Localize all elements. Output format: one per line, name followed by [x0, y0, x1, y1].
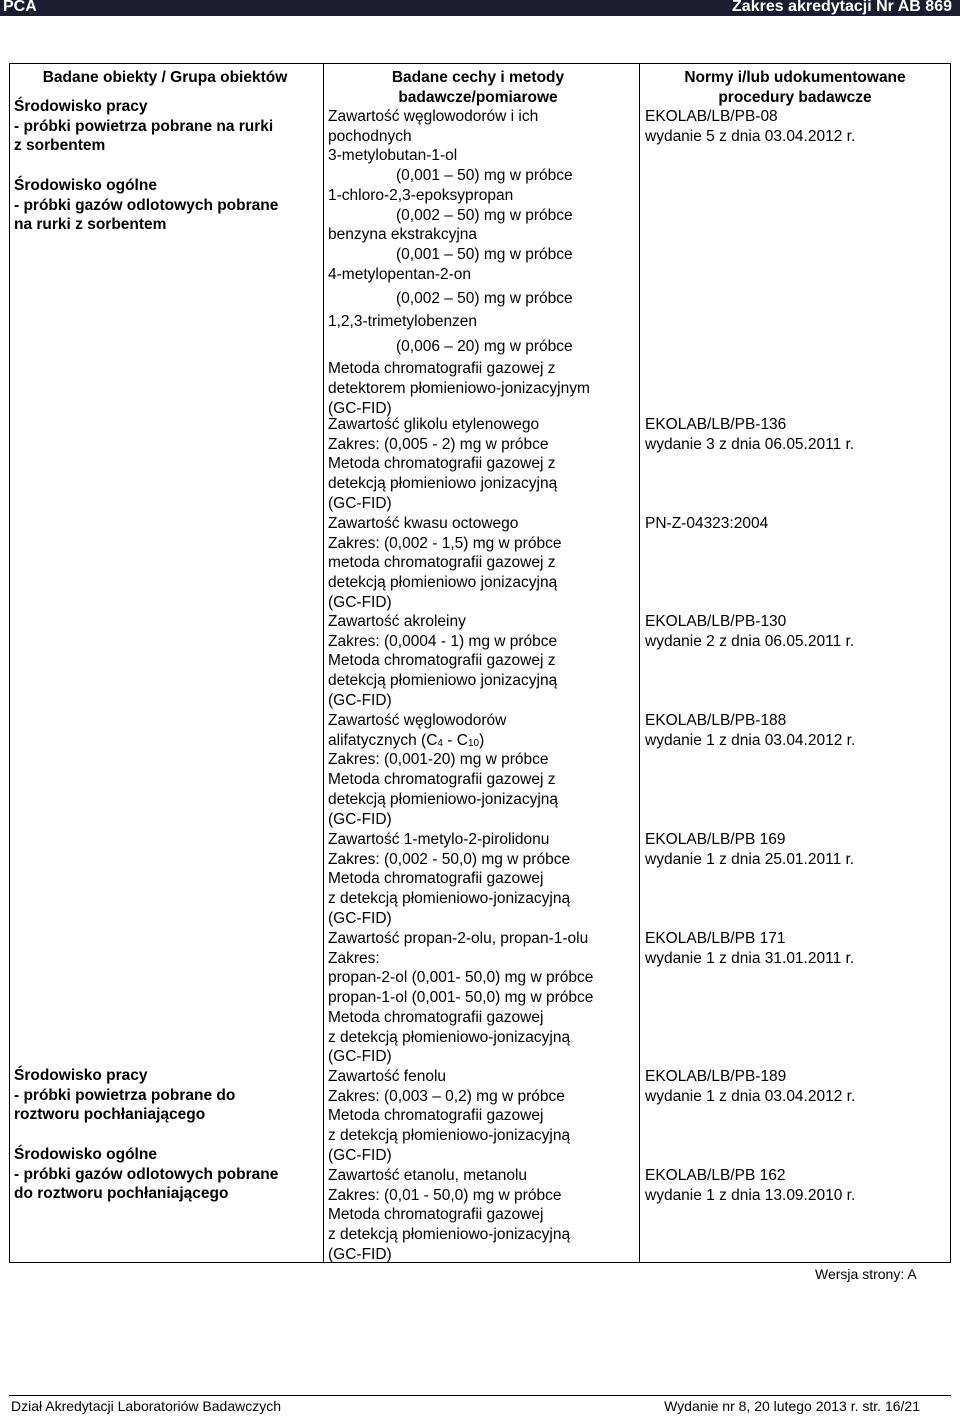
table-border-left: [9, 63, 10, 1263]
objects-group-2: Środowisko pracy - próbki powietrza pobrane do roztworu pochłaniającego Środowisko ogólne - próbki gazów odlotowych pobrane do roztworu pochłaniającego: [14, 1067, 279, 1203]
method-acetic-acid: Zawartość kwasu octowego Zakres: (0,002 - 1,5) mg w próbce metoda chromatografii gazowej z detekcją płomieniowo jonizacyjną (GC-FID): [328, 515, 562, 611]
method-phenol: Zawartość fenolu Zakres: (0,003 – 0,2) mg w próbce Metoda chromatografii gazowej z detekcją płomieniowo-jonizacyjną (GC-FID): [328, 1068, 571, 1164]
header-right: Zakres akredytacji Nr AB 869: [732, 0, 952, 15]
table-border-top: [9, 63, 951, 64]
method-propanols: Zawartość propan-2-olu, propan-1-olu Zakres: propan-2-ol (0,001- 50,0) mg w próbce propan-1-ol (0,001- 50,0) mg w próbce Metoda chromatografii gazowej z detekcją płomieniowo-jonizacyjną (GC-FID): [328, 930, 594, 1066]
method-nmp: Zawartość 1-metylo-2-pirolidonu Zakres: (0,002 - 50,0) mg w próbce Metoda chromatografii gazowej z detekcją płomieniowo-jonizacyjną (GC-FID): [328, 831, 571, 927]
norm-9: EKOLAB/LB/PB 162 wydanie 1 z dnia 13.09.2010 r.: [645, 1167, 856, 1204]
norm-1: EKOLAB/LB/PB-08 wydanie 5 z dnia 03.04.2012 r.: [645, 108, 856, 145]
table-divider-1: [323, 63, 324, 1263]
norm-4: EKOLAB/LB/PB-130 wydanie 2 z dnia 06.05.2011 r.: [645, 613, 855, 650]
norm-8: EKOLAB/LB/PB-189 wydanie 1 z dnia 03.04.2012 r.: [645, 1068, 856, 1105]
norm-7: EKOLAB/LB/PB 171 wydanie 1 z dnia 31.01.2011 r.: [645, 930, 855, 967]
norm-5: EKOLAB/LB/PB-188 wydanie 1 z dnia 03.04.2012 r.: [645, 712, 856, 749]
objects-header: Badane obiekty / Grupa obiektów: [42, 69, 288, 86]
footer-left: Dział Akredytacji Laboratoriów Badawczych: [11, 1398, 282, 1414]
norm-6: EKOLAB/LB/PB 169 wydanie 1 z dnia 25.01.2011 r.: [645, 831, 855, 868]
method-hydrocarbons: Zawartość węglowodorów i ich pochodnych 3-metylobutan-1-ol (0,001 – 50) mg w próbce 1-chloro-2,3-epoksypropan (0,002 – 50) mg w próbce benzyna ekstrakcyjna (0,001 – 50) mg w próbce 4-metylopentan-2-on (0,002 – 50) mg w próbce 1,2,3-trimetylobenzen (0,006 – 20) mg w próbce Metoda chromatografii gazowej z detektorem płomieniowo-jonizacyjnym (GC-FID): [328, 108, 590, 417]
table-divider-2: [639, 63, 640, 1263]
table-border-right: [950, 63, 951, 1263]
method-ethylene-glycol: Zawartość glikolu etylenowego Zakres: (0,005 - 2) mg w próbce Metoda chromatografii gazowej z detekcją płomieniowo jonizacyjną (GC-FID): [328, 416, 558, 512]
accreditation-table: [9, 63, 951, 1263]
method-ethanol-methanol: Zawartość etanolu, metanolu Zakres: (0,01 - 50,0) mg w próbce Metoda chromatografii gazowej z detekcją płomieniowo-jonizacyjną (GC-FID): [328, 1167, 571, 1263]
method-acrolein: Zawartość akroleiny Zakres: (0,0004 - 1) mg w próbce Metoda chromatografii gazowej z detekcją płomieniowo jonizacyjną (GC-FID): [328, 613, 558, 709]
methods-header: Badane cechy i metody badawcze/pomiarowe: [391, 69, 565, 106]
page-version: Wersja strony: A: [815, 1266, 917, 1282]
norms-header: Normy i/lub udokumentowane procedury badawcze: [684, 69, 906, 106]
header-left: PCA: [3, 0, 37, 15]
norm-2: EKOLAB/LB/PB-136 wydanie 3 z dnia 06.05.2011 r.: [645, 416, 855, 453]
norm-3: PN-Z-04323:2004: [645, 515, 769, 532]
footer-right: Wydanie nr 8, 20 lutego 2013 r. str. 16/21: [664, 1398, 920, 1414]
page-header: [0, 0, 960, 16]
method-aliphatic-hydrocarbons: Zawartość węglowodorów alifatycznych $(C_4 - C_{10})$ Zakres: (0,001-20) mg w próbce Metoda chromatografii gazowej z detekcją płomieniowo-jonizacyjną (GC-FID): [328, 712, 559, 828]
footer-divider: [9, 1395, 951, 1396]
objects-group-1: Środowisko pracy - próbki powietrza pobrane na rurki z sorbentem Środowisko ogólne - próbki gazów odlotowych pobrane na rurki z sorbentem: [14, 98, 279, 234]
